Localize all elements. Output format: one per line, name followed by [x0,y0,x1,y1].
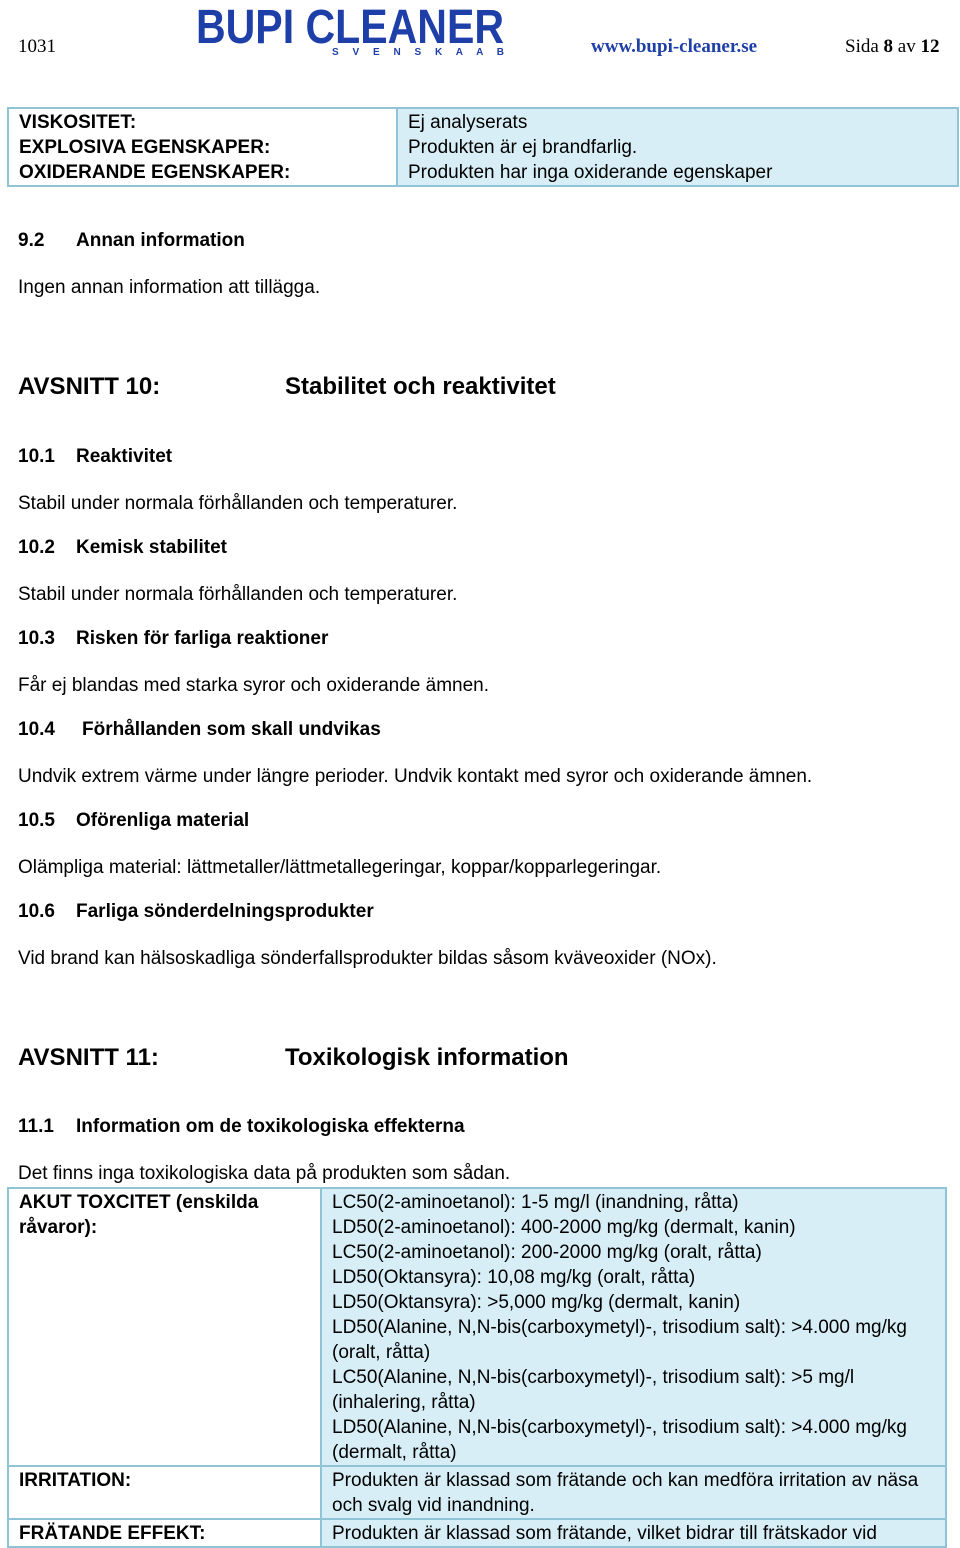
subsection-heading-10-2: 10.2 Kemisk stabilitet [18,537,227,558]
subsection-text-10-2: Stabil under normala förhållanden och temperaturer. [18,584,458,605]
irritation-value: Produkten är klassad som frätande och kan medföra irritation av näsa och svalg vid inandning. [321,1466,946,1519]
subsection-heading-10-4: 10.4 Förhållanden som skall undvikas [18,719,381,740]
subsection-text-10-5: Olämpliga material: lättmetaller/lättmetallegeringar, koppar/kopparlegeringar. [18,857,662,878]
corrosive-label: FRÄTANDE EFFEKT: [8,1519,321,1547]
logo-sub-text: S V E N S K A A B [332,47,504,57]
toxicity-entry: LD50(Alanine, N,N-bis(carboxymetyl)-, trisodium salt): >4.000 mg/kg (dermalt, råtta) [332,1417,907,1463]
subsection-text-9-2: Ingen annan information att tillägga. [18,277,321,298]
toxicity-entry: LC50(2-aminoetanol): 200-2000 mg/kg (oralt, råtta) [332,1242,762,1263]
subsection-text-10-3: Får ej blandas med starka syror och oxiderande ämnen. [18,675,490,696]
subsection-heading-10-5: 10.5 Oförenliga material [18,810,250,831]
subsection-heading-10-1: 10.1 Reaktivitet [18,446,173,467]
toxicology-table [7,1187,947,1548]
corrosive-value: Produkten är klassad som frätande, vilket bidrar till frätskador vid [321,1519,946,1547]
property-value: Ej analyserats [408,112,528,133]
properties-table [7,107,959,187]
properties-values [397,108,958,186]
subsection-text-10-1: Stabil under normala förhållanden och temperaturer. [18,493,458,514]
acute-toxicity-label: AKUT TOXCITET (enskilda råvaror): [8,1188,321,1466]
toxicity-entry: LD50(Oktansyra): 10,08 mg/kg (oralt, råtta) [332,1267,696,1288]
toxicity-entry: LC50(2-aminoetanol): 1-5 mg/l (inandning, råtta) [332,1192,739,1213]
subsection-heading-10-6: 10.6 Farliga sönderdelningsprodukter [18,901,374,922]
acute-toxicity-values [321,1188,946,1466]
property-label: OXIDERANDE EGENSKAPER: [19,162,291,183]
irritation-label: IRRITATION: [8,1466,321,1519]
acute-toxicity-row [8,1188,946,1466]
logo-main-text: BUPI CLEANER [196,3,504,54]
subsection-heading-9-2: 9.2 Annan information [18,230,245,251]
toxicity-entry: LD50(Alanine, N,N-bis(carboxymetyl)-, trisodium salt): >4.000 mg/kg (oralt, råtta) [332,1317,907,1363]
property-label: EXPLOSIVA EGENSKAPER: [19,137,271,158]
subsection-heading-11-1: 11.1 Information om de toxikologiska effekterna [18,1116,465,1137]
properties-labels [8,108,397,186]
section-heading-10: AVSNITT 10: Stabilitet och reaktivitet [18,373,556,400]
irritation-row [8,1466,946,1519]
property-value: Produkten är ej brandfarlig. [408,137,638,158]
corrosive-row [8,1519,946,1547]
subsection-text-11-1: Det finns inga toxikologiska data på produkten som sådan. [18,1163,511,1184]
page-indicator: Sida 8 av 12 [845,36,940,57]
section-heading-11: AVSNITT 11: Toxikologisk information [18,1044,569,1071]
property-value: Produkten har inga oxiderande egenskaper [408,162,773,183]
subsection-text-10-4: Undvik extrem värme under längre perioder. Undvik kontakt med syror och oxiderande ämnen. [18,766,813,787]
property-label: VISKOSITET: [19,112,137,133]
toxicity-entry: LD50(2-aminoetanol): 400-2000 mg/kg (dermalt, kanin) [332,1217,796,1238]
website-link[interactable]: www.bupi-cleaner.se [591,36,758,57]
document-number: 1031 [18,36,56,57]
toxicity-entry: LC50(Alanine, N,N-bis(carboxymetyl)-, trisodium salt): >5 mg/l (inhalering, råtta) [332,1367,855,1413]
toxicity-entry: LD50(Oktansyra): >5,000 mg/kg (dermalt, kanin) [332,1292,741,1313]
subsection-text-10-6: Vid brand kan hälsoskadliga sönderfallsprodukter bildas såsom kväveoxider (NOx). [18,948,717,969]
bupi-cleaner-logo [194,3,508,57]
subsection-heading-10-3: 10.3 Risken för farliga reaktioner [18,628,329,649]
